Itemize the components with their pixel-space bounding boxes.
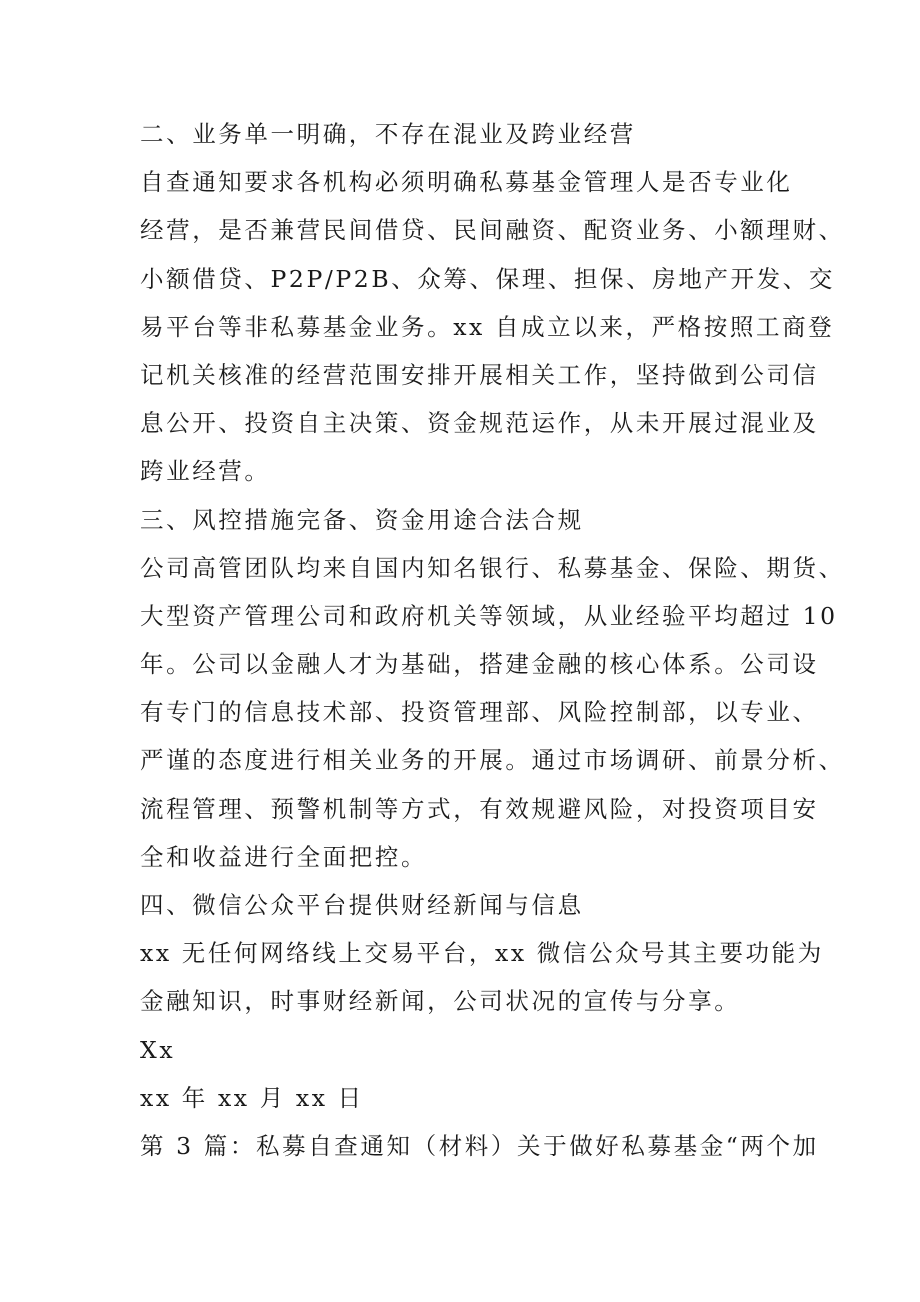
section-heading-2: 二、业务单一明确，不存在混业及跨业经营	[140, 120, 636, 148]
paragraph-line: 跨业经营。	[140, 457, 271, 486]
paragraph-line: 息公开、投资自主决策、资金规范运作，从未开展过混业及	[140, 409, 819, 438]
paragraph-line: xx 无任何网络线上交易平台，xx 微信公众号其主要功能为	[140, 939, 824, 968]
paragraph-line: 严谨的态度进行相关业务的开展。通过市场调研、前景分析、	[140, 746, 845, 775]
section-heading-4: 四、微信公众平台提供财经新闻与信息	[140, 891, 584, 919]
paragraph-line: 流程管理、预警机制等方式，有效规避风险，对投资项目安	[140, 794, 819, 823]
paragraph-line: 公司高管团队均来自国内知名银行、私募基金、保险、期货、	[140, 553, 845, 582]
signature-name: Xx	[140, 1035, 176, 1064]
next-article-title: 第 3 篇：私募自查通知（材料）关于做好私募基金“两个加	[140, 1131, 819, 1160]
paragraph-line: 自查通知要求各机构必须明确私募基金管理人是否专业化	[140, 168, 793, 197]
paragraph-line: 易平台等非私募基金业务。xx 自成立以来，严格按照工商登	[140, 312, 835, 341]
paragraph-line: 年。公司以金融人才为基础，搭建金融的核心体系。公司设	[140, 650, 819, 679]
paragraph-line: 全和收益进行全面把控。	[140, 842, 428, 871]
section-heading-3: 三、风控措施完备、资金用途合法合规	[140, 505, 584, 534]
paragraph-line: 经营，是否兼营民间借贷、民间融资、配资业务、小额理财、	[140, 216, 845, 245]
paragraph-line: 记机关核准的经营范围安排开展相关工作，坚持做到公司信	[140, 360, 819, 389]
paragraph-line: 金融知识，时事财经新闻，公司状况的宣传与分享。	[140, 987, 741, 1016]
paragraph-line: 大型资产管理公司和政府机关等领域，从业经验平均超过 10	[140, 601, 838, 630]
paragraph-line: 有专门的信息技术部、投资管理部、风险控制部，以专业、	[140, 698, 819, 727]
document-body	[140, 110, 845, 1170]
signature-date: xx 年 xx 月 xx 日	[140, 1083, 364, 1112]
paragraph-line: 小额借贷、P2P/P2B、众筹、保理、担保、房地产开发、交	[140, 264, 835, 293]
